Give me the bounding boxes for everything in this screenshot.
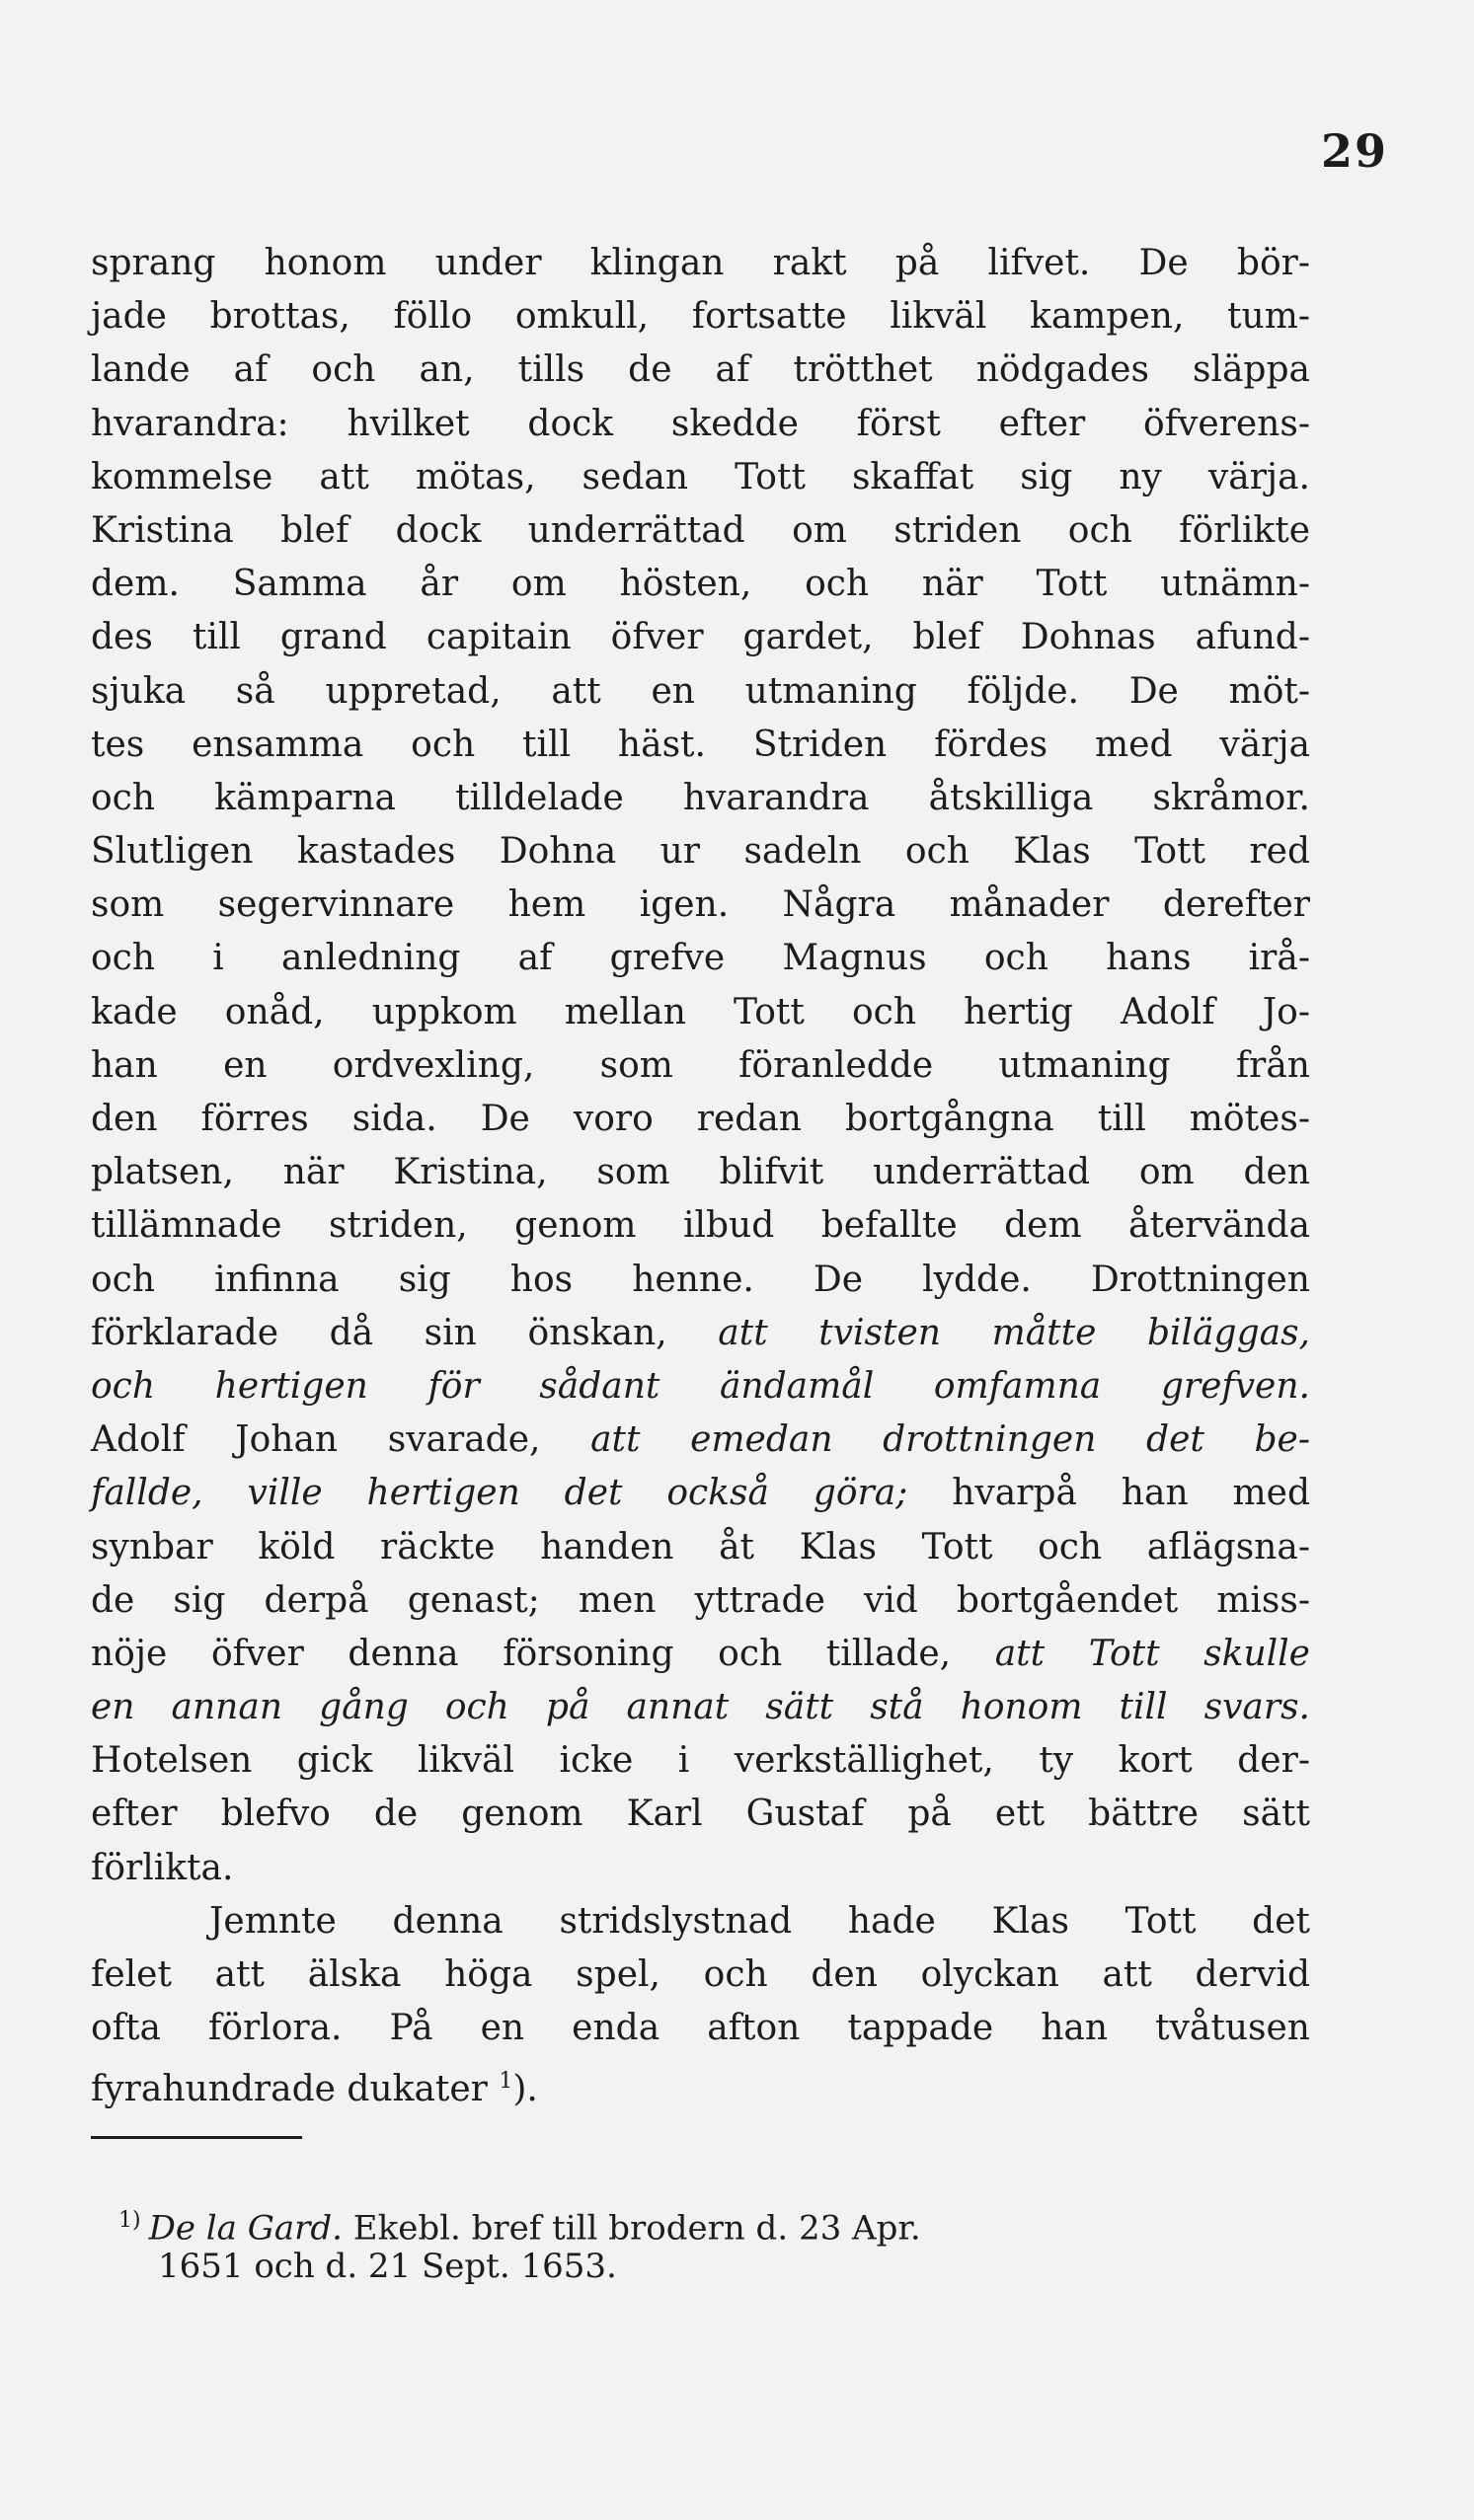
body-text (91, 237, 1310, 2109)
text-line: Hotelsen gick likväl icke i verkställighet, ty kort der- (91, 1740, 1310, 1782)
text-segment: fyrahundrade dukater (91, 2069, 488, 2110)
italic-segment: en annan gång och på annat sätt stå honom till svars. (91, 1687, 1310, 1728)
text-line: de sig derpå genast; men yttrade vid bortgåendet miss- (91, 1579, 1310, 1621)
page-number: 29 (1321, 124, 1389, 178)
text-line: Slutligen kastades Dohna ur sadeln och Klas Tott red (91, 831, 1310, 873)
text-segment: nöje öfver denna försoning och tillade, (91, 1633, 995, 1674)
text-line: och infinna sig hos henne. De lydde. Drottningen (91, 1259, 1310, 1300)
text-line: den förres sida. De voro redan bortgångna till mötes- (91, 1099, 1310, 1139)
text-line: jade brottas, föllo omkull, fortsatte likväl kampen, tum- (91, 296, 1310, 338)
text-line: efter blefvo de genom Karl Gustaf på ett bättre sätt (91, 1794, 1310, 1835)
text-line: kommelse att mötas, sedan Tott skaffat sig ny värja. (91, 456, 1310, 497)
text-segment: ). (512, 2069, 538, 2110)
text-line: Kristina blef dock underrättad om striden och förlikte (91, 509, 1310, 551)
italic-segment: och hertigen för sådant ändamål omfamna grefven. (91, 1365, 1310, 1407)
text-line: des till grand capitain öfver gardet, blef Dohnas afund- (91, 617, 1310, 658)
text-line: synbar köld räckte handen åt Klas Tott och aflägsna- (91, 1526, 1310, 1567)
text-line: och i anledning af grefve Magnus och hans irå- (91, 938, 1310, 979)
footnote-reference: 1 (499, 2069, 513, 2095)
text-line: hvarandra: hvilket dock skedde först efter öfverens- (91, 403, 1310, 444)
paragraph-first-line: Jemnte denna stridslystnad hade Klas Tott det (209, 1900, 1310, 1942)
text-line: ofta förlora. På en enda afton tappade han tvåtusen (91, 2008, 1310, 2049)
text-line: sprang honom under klingan rakt på lifvet. De bör- (91, 243, 1310, 283)
text-line (91, 1628, 1310, 1681)
italic-segment: att tvisten måtte biläggas, (718, 1312, 1310, 1353)
text-line: felet att älska höga spel, och den olyckan att dervid (91, 1954, 1310, 1995)
text-line: kade onåd, uppkom mellan Tott och hertig Adolf Jo- (91, 991, 1310, 1032)
text-line: som segervinnare hem igen. Några månader derefter (91, 884, 1310, 926)
text-line: tes ensamma och till häst. Striden fördes med värja (91, 724, 1310, 765)
italic-segment: att emedan drottningen det be- (590, 1419, 1310, 1461)
footnote-mark: 1) (118, 2208, 141, 2233)
text-line (91, 1360, 1310, 1413)
text-line (91, 2055, 1310, 2108)
text-line (91, 1307, 1310, 1360)
text-line (91, 1413, 1310, 1467)
text-line: sjuka så uppretad, att en utmaning följde. De möt- (91, 670, 1310, 712)
footnote-line: 1651 och d. 21 Sept. 1653. (158, 2247, 617, 2286)
text-segment: hvarpå han med (907, 1473, 1310, 1514)
italic-segment: fallde, ville hertigen det också göra; (91, 1473, 908, 1514)
italic-segment: De la Gard. (148, 2208, 343, 2249)
text-segment: Ekebl. bref till brodern d. 23 Apr. (343, 2208, 921, 2249)
text-line (91, 1467, 1310, 1520)
italic-segment: att Tott skulle (994, 1633, 1310, 1674)
footnotes (118, 2197, 1313, 2290)
text-line: och kämparna tilldelade hvarandra åtskilliga skråmor. (91, 777, 1310, 818)
text-line: han en ordvexling, som föranledde utmaning från (91, 1044, 1310, 1086)
text-segment: Adolf Johan svarade, (91, 1419, 591, 1461)
text-line: dem. Samma år om hösten, och när Tott utnämn- (91, 564, 1310, 605)
text-line (91, 1681, 1310, 1734)
footnote-divider (91, 2136, 302, 2139)
footnote-line (118, 2197, 1313, 2249)
text-line: platsen, när Kristina, som blifvit underrättad om den (91, 1152, 1310, 1193)
text-line: förlikta. (91, 1847, 234, 1888)
text-segment: förklarade då sin önskan, (91, 1312, 719, 1353)
text-line: tillämnade striden, genom ilbud befallte dem återvända (91, 1205, 1310, 1247)
text-line: lande af och an, tills de af trötthet nödgades släppa (91, 349, 1310, 391)
